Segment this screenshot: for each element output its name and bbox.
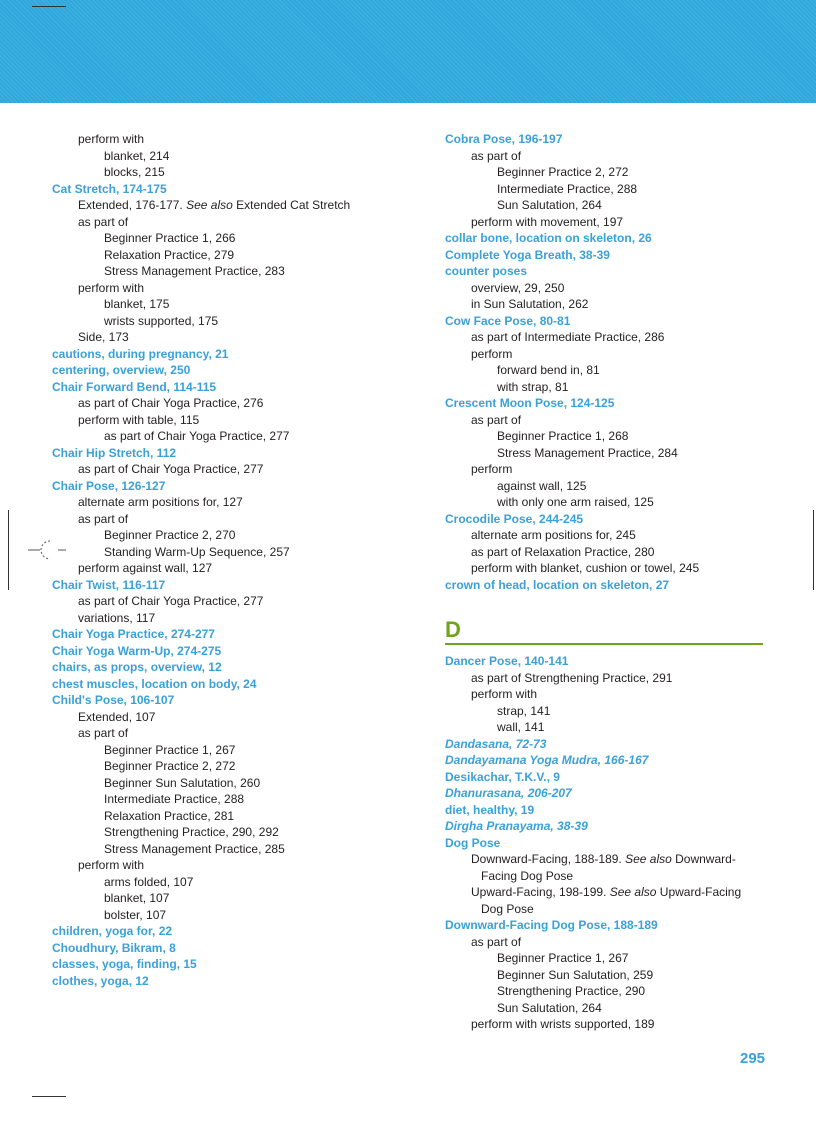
index-subentry	[52, 874, 382, 891]
entry-text: Strengthening Practice, 290	[497, 984, 646, 998]
entry-text: perform against wall, 127	[78, 561, 213, 575]
index-subentry	[52, 263, 382, 280]
entry-text: perform with movement, 197	[471, 214, 624, 229]
index-subentry	[52, 511, 382, 528]
entry-text: chairs, as props, overview, 12	[52, 660, 222, 674]
entry-text: as part of Intermediate Practice, 286	[471, 330, 665, 344]
index-subentry	[52, 775, 382, 792]
index-subentry	[445, 181, 765, 198]
entry-text: Desikachar, T.K.V., 9	[445, 769, 560, 784]
index-subentry	[52, 494, 382, 511]
index-subentry	[445, 296, 765, 313]
entry-text: perform with	[78, 858, 145, 872]
entry-text: as part of Relaxation Practice, 280	[471, 544, 655, 559]
index-heading	[52, 956, 382, 973]
entry-text: Extended, 176-177.	[78, 198, 183, 212]
entry-text: perform	[471, 462, 513, 476]
entry-text: wall, 141	[497, 720, 545, 734]
index-column-right	[445, 131, 765, 1033]
entry-text: Chair Hip Stretch, 112	[52, 445, 177, 460]
entry-text: as part of	[471, 148, 522, 163]
index-heading	[445, 263, 765, 280]
index-subentry	[445, 214, 765, 231]
index-subentry	[52, 230, 382, 247]
entry-text: diet, healthy, 19	[445, 802, 535, 817]
entry-text: Downward-Facing Dog Pose, 188-189	[445, 918, 658, 932]
entry-text: Standing Warm-Up Sequence, 257	[104, 544, 290, 559]
index-subentry	[445, 329, 765, 346]
entry-text: Crocodile Pose, 244-245	[445, 511, 584, 526]
index-subentry	[445, 934, 765, 951]
page-number: 295	[740, 1050, 766, 1067]
index-subentry	[52, 214, 382, 231]
entry-text: Beginner Practice 2, 272	[497, 165, 629, 179]
entry-text: Dandasana, 72-73	[445, 736, 547, 751]
index-heading	[445, 313, 765, 330]
index-subentry	[52, 791, 382, 808]
index-subentry	[445, 461, 765, 478]
entry-text: as part of Strengthening Practice, 291	[471, 670, 673, 685]
index-subentry	[445, 494, 765, 511]
index-heading	[52, 577, 382, 594]
see-also-target: Upward-Facing Dog Pose	[481, 885, 742, 916]
index-subentry	[52, 593, 382, 610]
entry-text: perform with	[78, 280, 145, 295]
entry-text: Beginner Practice 1, 267	[104, 742, 236, 757]
entry-text: counter poses	[445, 264, 528, 278]
index-subentry	[445, 197, 765, 214]
letter-section-d	[445, 619, 765, 645]
entry-text: Stress Management Practice, 284	[497, 445, 678, 460]
entry-text: wrists supported, 175	[104, 313, 219, 328]
index-heading	[445, 736, 765, 753]
entry-text: Beginner Practice 2, 270	[104, 528, 236, 542]
index-subentry	[52, 527, 382, 544]
index-heading	[445, 577, 765, 594]
index-heading	[445, 917, 765, 934]
entry-text: blanket, 107	[104, 891, 170, 905]
index-heading	[52, 478, 382, 495]
index-subentry	[445, 148, 765, 165]
entry-text: Dirgha Pranayama, 38-39	[445, 819, 588, 833]
index-heading	[52, 923, 382, 940]
index-subentry	[52, 164, 382, 181]
index-subentry	[52, 544, 382, 561]
entry-text: as part of	[78, 511, 129, 526]
index-heading	[445, 769, 765, 786]
index-subentry	[52, 461, 382, 478]
index-subentry	[445, 719, 765, 736]
index-subentry	[445, 560, 765, 577]
entry-text: Side, 173	[78, 330, 129, 344]
index-subentry	[52, 742, 382, 759]
index-subentry	[52, 725, 382, 742]
index-subentry	[52, 857, 382, 874]
entry-text: Dog Pose	[445, 835, 501, 850]
entry-text: perform with table, 115	[78, 412, 200, 427]
index-heading	[445, 131, 765, 148]
index-heading	[52, 379, 382, 396]
entry-text: Child's Pose, 106-107	[52, 693, 175, 707]
index-subentry	[52, 131, 382, 148]
index-heading	[445, 511, 765, 528]
entry-text: Stress Management Practice, 283	[104, 264, 285, 278]
entry-text: Complete Yoga Breath, 38-39	[445, 247, 610, 262]
index-subentry	[52, 709, 382, 726]
entry-text: Cat Stretch, 174-175	[52, 181, 167, 196]
entry-text: blocks, 215	[104, 165, 165, 179]
entry-text: cautions, during pregnancy, 21	[52, 346, 229, 361]
entry-text: arms folded, 107	[104, 874, 194, 889]
entry-text: variations, 117	[78, 610, 156, 625]
entry-text: Upward-Facing, 198-199.	[471, 885, 607, 899]
index-heading	[445, 818, 765, 835]
entry-text: Downward-Facing, 188-189.	[471, 852, 622, 866]
entry-text: Chair Yoga Warm-Up, 274-275	[52, 643, 222, 658]
index-section-d	[445, 653, 765, 1033]
entry-text: Intermediate Practice, 288	[104, 792, 245, 806]
entry-text: as part of	[78, 214, 129, 229]
index-subentry	[52, 890, 382, 907]
entry-text: Chair Forward Bend, 114-115	[52, 379, 217, 394]
index-subentry	[52, 280, 382, 297]
entry-text: chest muscles, location on body, 24	[52, 676, 257, 691]
entry-text: crown of head, location on skeleton, 27	[445, 577, 670, 592]
index-subentry	[52, 329, 382, 346]
see-also-label: See also	[186, 198, 233, 212]
entry-text: classes, yoga, finding, 15	[52, 957, 197, 971]
entry-text: strap, 141	[497, 703, 551, 718]
index-heading	[445, 752, 765, 769]
index-subentry	[445, 884, 765, 917]
index-heading	[52, 362, 382, 379]
index-heading	[445, 395, 765, 412]
index-subentry	[52, 412, 382, 429]
index-subentry	[445, 164, 765, 181]
entry-text: as part of Chair Yoga Practice, 277	[104, 429, 290, 443]
index-subentry	[445, 851, 765, 884]
entry-text: as part of	[78, 726, 129, 740]
index-subentry	[52, 395, 382, 412]
index-heading	[445, 835, 765, 852]
entry-text: Chair Pose, 126-127	[52, 478, 166, 493]
index-subentry	[445, 412, 765, 429]
entry-text: Beginner Sun Salutation, 260	[104, 775, 261, 790]
section-rule	[445, 643, 763, 645]
entry-text: Chair Yoga Practice, 274-277	[52, 627, 215, 641]
index-subentry	[445, 670, 765, 687]
index-subentry	[52, 428, 382, 445]
entry-text: Strengthening Practice, 290, 292	[104, 825, 279, 839]
index-subentry	[445, 1000, 765, 1017]
header-band	[0, 0, 816, 103]
entry-text: collar bone, location on skeleton, 26	[445, 231, 652, 245]
entry-text: Extended, 107	[78, 709, 156, 724]
index-heading	[52, 181, 382, 198]
index-subentry	[445, 686, 765, 703]
index-subentry	[52, 841, 382, 858]
index-subentry	[445, 544, 765, 561]
index-heading	[52, 626, 382, 643]
index-subentry	[52, 758, 382, 775]
entry-text: alternate arm positions for, 245	[471, 528, 636, 542]
index-subentry	[445, 967, 765, 984]
entry-text: as part of Chair Yoga Practice, 277	[78, 462, 264, 476]
index-subentry	[52, 610, 382, 627]
entry-text: with strap, 81	[497, 379, 569, 394]
index-heading	[52, 346, 382, 363]
entry-text: Cobra Pose, 196-197	[445, 132, 563, 146]
entry-text: Dhanurasana, 206-207	[445, 786, 572, 800]
entry-text: alternate arm positions for, 127	[78, 495, 243, 509]
entry-text: Dandayamana Yoga Mudra, 166-167	[445, 753, 649, 767]
index-heading	[52, 940, 382, 957]
entry-text: as part of	[471, 934, 522, 949]
entry-text: as part of Chair Yoga Practice, 276	[78, 396, 264, 410]
index-heading	[445, 247, 765, 264]
entry-text: in Sun Salutation, 262	[471, 297, 589, 311]
index-heading	[445, 785, 765, 802]
entry-text: against wall, 125	[497, 478, 587, 493]
entry-text: Choudhury, Bikram, 8	[52, 940, 176, 955]
index-heading	[52, 676, 382, 693]
entry-text: children, yoga for, 22	[52, 924, 173, 938]
index-subentry	[52, 313, 382, 330]
entry-text: overview, 29, 250	[471, 280, 565, 295]
entry-text: perform with	[78, 132, 145, 146]
entry-text: Stress Management Practice, 285	[104, 841, 285, 856]
index-subentry	[52, 824, 382, 841]
index-subentry	[445, 280, 765, 297]
index-heading	[445, 653, 765, 670]
entry-text: perform with blanket, cushion or towel, 245	[471, 561, 700, 575]
index-heading	[52, 445, 382, 462]
index-heading	[52, 659, 382, 676]
index-subentry	[445, 950, 765, 967]
index-subentry	[445, 1016, 765, 1033]
crop-mark-bottom	[32, 1096, 66, 1097]
entry-text: Sun Salutation, 264	[497, 198, 602, 212]
index-subentry	[445, 362, 765, 379]
side-mark-right	[813, 510, 814, 590]
index-column-left	[52, 131, 382, 989]
index-heading	[52, 643, 382, 660]
entry-text: as part of	[471, 412, 522, 427]
index-subentry	[445, 703, 765, 720]
entry-text: perform	[471, 346, 513, 361]
entry-text: Chair Twist, 116-117	[52, 577, 166, 592]
entry-text: blanket, 214	[104, 148, 170, 163]
index-subentry	[52, 296, 382, 313]
entry-text: perform with	[471, 687, 538, 701]
index-subentry	[52, 808, 382, 825]
index-subentry	[445, 379, 765, 396]
index-heading	[445, 802, 765, 819]
see-also-target: Downward-Facing Dog Pose	[481, 852, 736, 883]
index-heading	[52, 692, 382, 709]
entry-text: blanket, 175	[104, 297, 170, 311]
see-also-label: See also	[625, 852, 672, 866]
entry-text: bolster, 107	[104, 907, 167, 922]
entry-text: forward bend in, 81	[497, 363, 600, 377]
entry-text: Relaxation Practice, 281	[104, 808, 235, 823]
entry-text: Relaxation Practice, 279	[104, 247, 235, 262]
crop-mark-top	[32, 6, 66, 7]
index-subentry	[445, 478, 765, 495]
entry-text: Cow Face Pose, 80-81	[445, 313, 571, 328]
index-subentry	[445, 428, 765, 445]
entry-text: Beginner Practice 1, 267	[497, 951, 629, 965]
entry-text: centering, overview, 250	[52, 363, 191, 377]
entry-text: clothes, yoga, 12	[52, 973, 149, 988]
entry-text: Dancer Pose, 140-141	[445, 654, 569, 668]
entry-text: with only one arm raised, 125	[497, 495, 654, 509]
entry-text: Beginner Practice 1, 268	[497, 429, 629, 443]
index-subentry	[52, 247, 382, 264]
index-subentry	[445, 983, 765, 1000]
index-section-c	[445, 131, 765, 593]
entry-text: Intermediate Practice, 288	[497, 181, 638, 196]
entry-text: as part of Chair Yoga Practice, 277	[78, 594, 264, 608]
index-subentry	[445, 346, 765, 363]
see-also-target: Extended Cat Stretch	[232, 198, 351, 212]
entry-text: Beginner Practice 2, 272	[104, 759, 236, 773]
index-heading	[52, 973, 382, 990]
index-subentry	[52, 907, 382, 924]
entry-text: perform with wrists supported, 189	[471, 1017, 655, 1031]
entry-text: Beginner Sun Salutation, 259	[497, 967, 654, 982]
entry-text: Sun Salutation, 264	[497, 1000, 602, 1015]
index-subentry	[52, 197, 382, 214]
index-subentry	[52, 148, 382, 165]
index-heading	[445, 230, 765, 247]
see-also-label: See also	[609, 885, 657, 899]
section-letter: D	[445, 617, 461, 642]
side-mark-left	[8, 510, 9, 590]
entry-text: Crescent Moon Pose, 124-125	[445, 396, 615, 410]
entry-text: Beginner Practice 1, 266	[104, 231, 236, 245]
index-subentry	[52, 560, 382, 577]
index-subentry	[445, 527, 765, 544]
index-subentry	[445, 445, 765, 462]
